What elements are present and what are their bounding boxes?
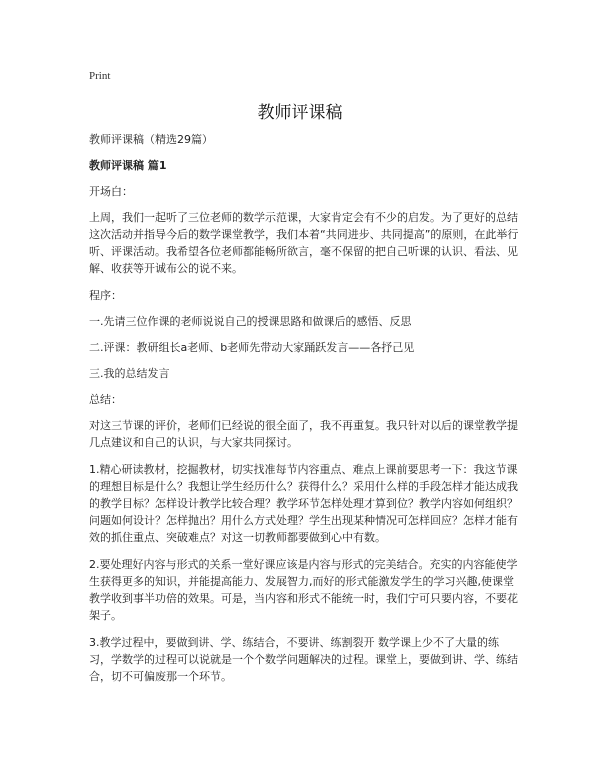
page-title: 教师评课稿 [257,103,343,123]
procedure-step: 一.先请三位作课的老师说说自己的授课思路和做课后的感悟、反思 [89,315,412,328]
procedure-step: 三.我的总结发言 [89,367,170,380]
document-body [89,131,519,695]
opening-paragraph: 上周，我们一起听了三位老师的数学示范课，大家肯定会有不少的启发。为了更好的总结这次活动并指导今后的数学课堂教学，我们本着“共同进步、共同提高”的原则，在此举行听、评课活动。我希望各位老师都能畅所欲言，毫不保留的把自己听课的认识、看法、见解、收获等开诚布公的说不来。 [89,211,519,275]
summary-label: 总结： [89,393,122,406]
document-subtitle: 教师评课稿（精选29篇） [89,133,213,146]
print-label[interactable]: Print [89,70,111,82]
summary-point: 3.教学过程中，要做到讲、学、练结合，不要讲、练割裂开 数学课上少不了大量的练习，学数学的过程可以说就是一个个数学问题解决的过程。课堂上，要做到讲、学、练结合，切不可偏废那一个环节。 [89,636,518,683]
procedure-step: 二.评课：教研组长a老师、b老师先带动大家踊跃发言——各抒己见 [89,341,415,354]
summary-point: 1.精心研读教材，挖掘教材，切实找准每节内容重点、难点上课前要思考一下：我这节课的理想目标是什么？我想让学生经历什么？获得什么？采用什么样的手段怎样才能达成我的教学目标？怎样设计教学比较合理？教学环节怎样处理才算到位？教学内容如何组织？问题如何设计？怎样抛出？用什么方式处理？学生出现某种情况可怎样回应？怎样才能有效的抓住重点、突破难点？对这一切教师都要做到心中有数。 [89,463,518,544]
summary-intro: 对这三节课的评价，老师们已经说的很全面了，我不再重复。我只针对以后的课堂教学提几点建议和自己的认识，与大家共同探讨。 [89,419,518,449]
section-heading: 教师评课稿 篇1 [89,159,167,172]
procedure-label: 程序： [89,289,122,302]
summary-point: 2.要处理好内容与形式的关系一堂好课应该是内容与形式的完美结合。充实的内容能使学生获得更多的知识，并能提高能力、发展智力,而好的形式能激发学生的学习兴趣,使课堂教学收到事半功倍的效果。可是，当内容和形式不能统一时，我们宁可只要内容，不要花架子。 [89,558,518,622]
opening-label: 开场白： [89,185,133,198]
